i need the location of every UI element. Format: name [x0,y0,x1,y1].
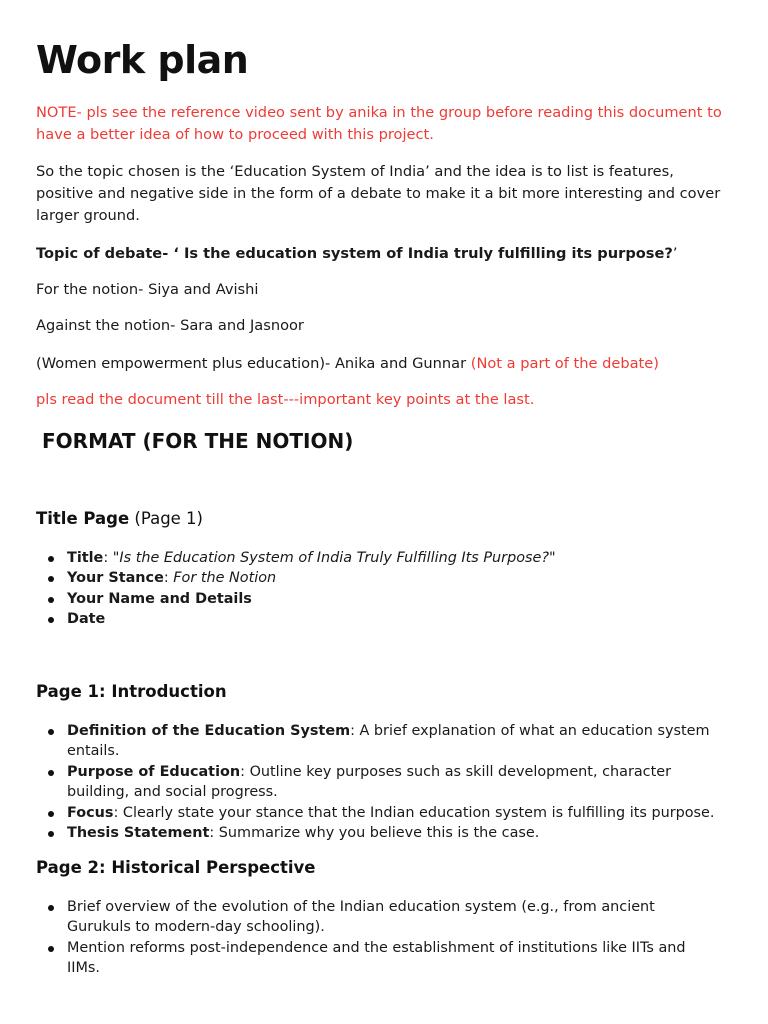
list-item [36,589,736,609]
note-line-2: have a better idea of how to proceed with this project. [36,126,434,143]
list-item [36,609,736,629]
debate-topic-label: Topic of debate- ‘ Is the education system of India truly fulfilling its purpose? [36,245,673,262]
note-line-1: NOTE- pls see the reference video sent by anika in the group before reading this document to [36,104,722,121]
list-item [36,548,736,568]
not-part-of-debate-note: (Not a part of the debate) [470,355,659,372]
list-item [36,721,736,762]
for-notion-team: For the notion- Siya and Avishi [36,281,259,298]
list-item [36,803,736,823]
list-item-text-cont: IIMs. [67,960,100,977]
list-item [36,897,736,938]
title-page-list [36,548,736,630]
introduction-list [36,721,736,843]
list-item-text: : Clearly state your stance that the Indian education system is fulfilling its purpose. [113,804,715,821]
list-item-label: Date [67,611,106,628]
list-item [36,568,736,588]
women-empowerment-team [36,353,659,375]
against-notion-team: Against the notion- Sara and Jasnoor [36,317,304,334]
intro-line-2: positive and negative side in the form of a debate to make it a bit more interesting and cover [36,185,721,202]
list-item-label: Purpose of Education [67,763,241,780]
title-page-heading [36,509,203,528]
list-item-label: Your Name and Details [67,590,252,607]
read-till-last-note: pls read the document till the last---important key points at the last. [36,391,535,408]
list-item-separator: : [103,550,113,566]
list-item-text: Mention reforms post-independence and the establishment of institutions like IITs and [67,939,686,956]
list-item-label: Your Stance [67,570,164,587]
women-empowerment-label: (Women empowerment plus education)- Anika and Gunnar [36,355,471,372]
list-item-text-cont: entails. [67,743,120,760]
historical-perspective-heading: Page 2: Historical Perspective [36,858,316,877]
intro-line-1: So the topic chosen is the ‘Education System of India’ and the idea is to list is features, [36,163,674,180]
list-item [36,823,736,843]
list-item [36,938,736,979]
page-title: Work plan [36,38,249,82]
intro-line-3: larger ground. [36,207,140,224]
debate-topic-end: ’ [672,245,678,262]
introduction-heading: Page 1: Introduction [36,682,227,701]
list-item-label: Focus [67,804,114,821]
debate-topic [36,243,678,265]
historical-perspective-list [36,897,736,979]
title-page-heading-label: Title Page [36,509,130,528]
list-item-value: For the Notion [173,570,277,587]
list-item-text: : Summarize why you believe this is the case. [209,825,540,842]
list-item-separator: : [163,570,174,587]
format-heading: FORMAT (FOR THE NOTION) [42,429,354,453]
list-item-text-cont: Gurukuls to modern-day schooling). [67,919,325,936]
list-item-value: "Is the Education System of India Truly Fulfilling Its Purpose?" [112,550,556,566]
list-item-text-cont: building, and social progress. [67,784,278,801]
list-item-label: Definition of the Education System [67,723,351,739]
list-item-label: Title [67,550,104,566]
list-item-label: Thesis Statement [67,825,210,842]
list-item-text: Brief overview of the evolution of the Indian education system (e.g., from ancient [67,899,655,915]
list-item-text: : Outline key purposes such as skill development, character [240,763,672,780]
list-item [36,762,736,803]
list-item-text: : A brief explanation of what an education system [350,723,710,739]
title-page-heading-sub: (Page 1) [129,509,203,528]
